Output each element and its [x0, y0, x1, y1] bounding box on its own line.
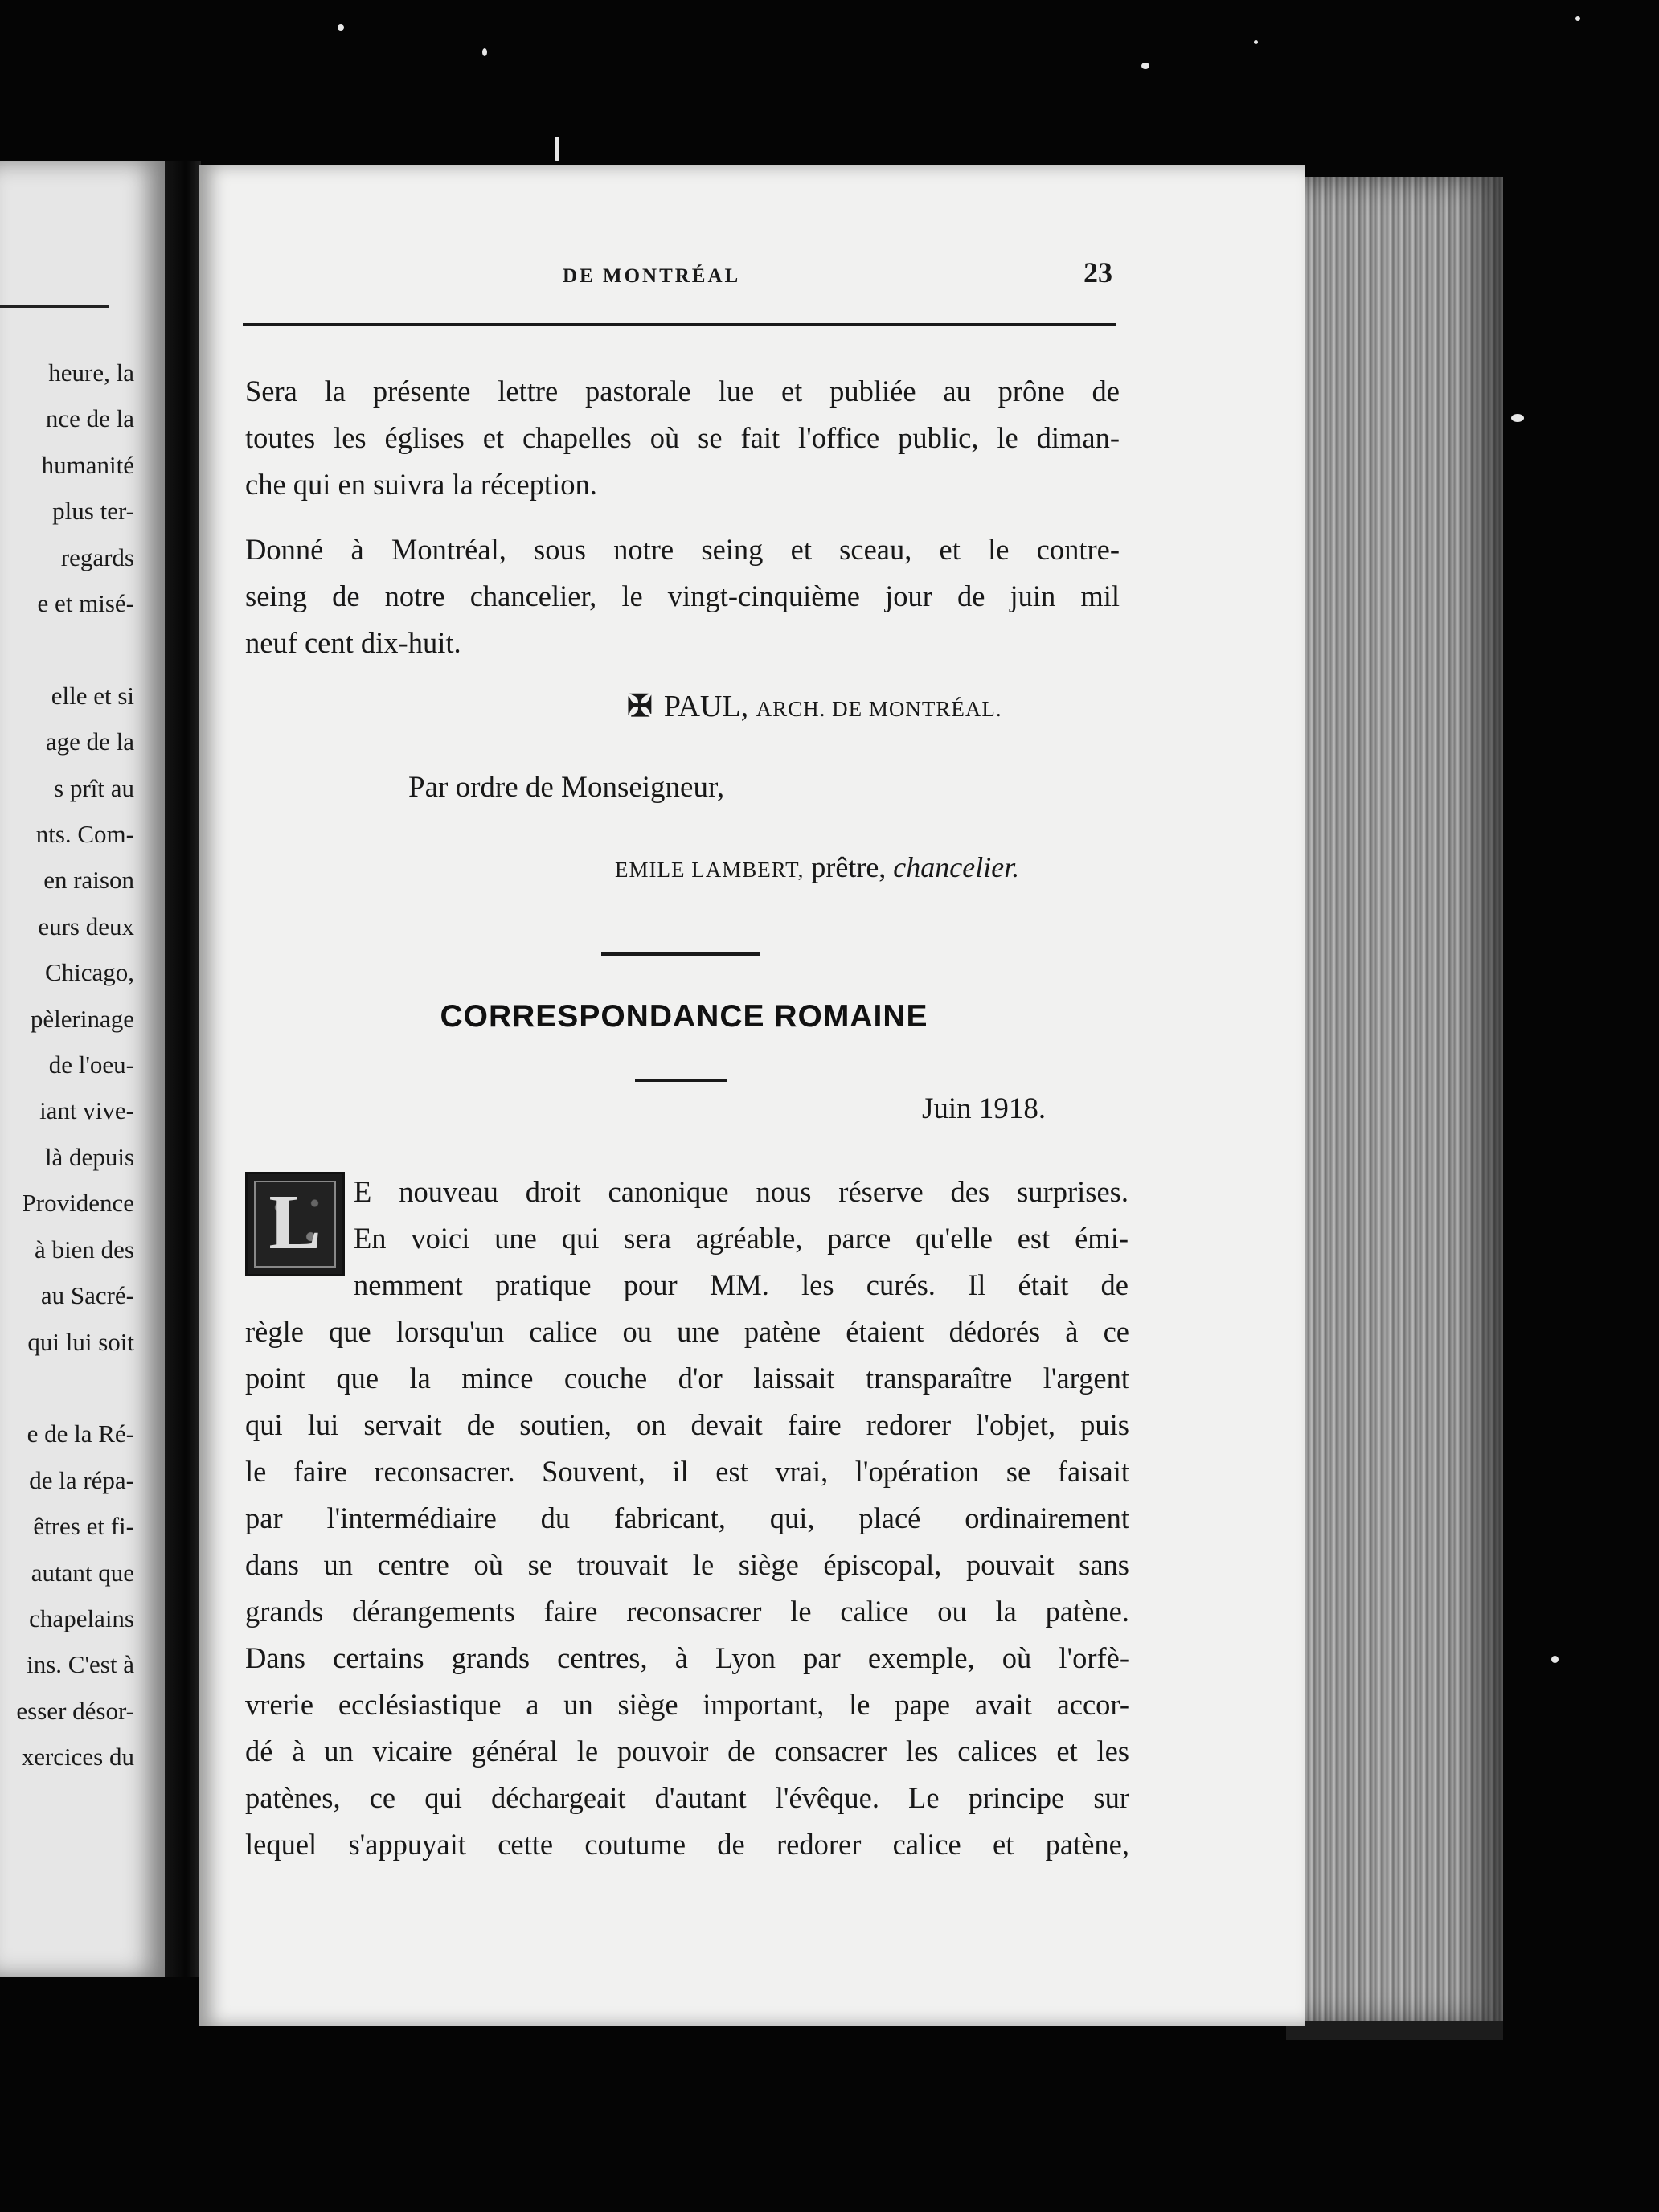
left-page-line: pèlerinage: [30, 1004, 134, 1033]
left-page-line: nts. Com-: [35, 820, 134, 849]
text-line: grands dérangements faire reconsacrer le calice ou la patène.: [245, 1595, 1129, 1628]
text-line: toutes les églises et chapelles où se fait l'office public, le diman-: [245, 421, 1120, 454]
text-line: neuf cent dix-huit.: [245, 626, 461, 659]
left-page-line: regards: [60, 543, 134, 571]
text-line: qui lui servait de soutien, on devait faire redorer l'objet, puis: [245, 1408, 1129, 1441]
film-speck: [1141, 63, 1149, 69]
left-page-line: êtres et fi-: [33, 1512, 134, 1541]
left-page-line: eurs deux: [38, 911, 134, 940]
left-page-line: humanité: [41, 450, 134, 479]
pastoral-paragraph: [245, 368, 1120, 508]
chancellor-signature: [615, 850, 1019, 884]
text-line: Sera la présente lettre pastorale lue et publiée au prône de: [245, 375, 1120, 408]
film-speck: [482, 48, 487, 56]
header-rule: [243, 323, 1116, 326]
left-page-line: age de la: [45, 727, 134, 756]
left-page-line: au Sacré-: [40, 1281, 134, 1310]
text-line: E nouveau droit canonique nous réserve des surprises.: [354, 1175, 1129, 1208]
chancellor-role: prêtre,: [811, 851, 887, 883]
left-page-line: e de la Ré-: [27, 1419, 134, 1448]
left-page-line: iant vive-: [39, 1096, 134, 1125]
text-line: seing de notre chancelier, le vingt-cinquième jour de juin mil: [245, 580, 1120, 612]
section-title-text: CORRESPONDANCE ROMAINE: [440, 999, 928, 1034]
section-title: [0, 999, 1659, 1034]
left-page-line: à bien des: [35, 1235, 134, 1264]
left-page-line: [16, 1365, 134, 1411]
by-order-line: Par ordre de Monseigneur,: [408, 771, 725, 804]
left-page-line: là depuis: [44, 1142, 134, 1171]
left-page-line: s prît au: [54, 773, 134, 802]
left-page-line: plus ter-: [52, 497, 134, 526]
left-page-line: ins. C'est à: [27, 1650, 134, 1679]
left-page-rule: [0, 305, 109, 308]
left-page-line: nce de la: [45, 404, 134, 433]
section-separator: [601, 952, 760, 956]
text-line: En voici une qui sera agréable, parce qu'elle est émi-: [354, 1222, 1129, 1255]
left-facing-page: [0, 161, 165, 1977]
text-line: Dans certains grands centres, à Lyon par exemple, où l'orfè-: [245, 1641, 1129, 1674]
left-page-line: heure, la: [48, 358, 134, 387]
drop-cap-letter: L: [268, 1179, 322, 1266]
left-page-line: e et misé-: [37, 589, 134, 618]
left-page-line: esser désor-: [16, 1696, 134, 1725]
left-page-line: Chicago,: [44, 958, 134, 987]
book-gutter: [165, 161, 201, 1977]
left-page-line: [16, 626, 134, 672]
text-line: vrerie ecclésiastique a un siège important, le pape avait accor-: [245, 1688, 1129, 1721]
signature-title: ARCH. DE MONTRÉAL.: [756, 697, 1002, 721]
left-page-line: autant que: [31, 1558, 134, 1587]
text-line: point que la mince couche d'or laissait transparaître l'argent: [245, 1362, 1129, 1395]
signature-name: PAUL,: [663, 690, 749, 723]
film-speck: [555, 137, 559, 161]
text-line: patènes, ce qui déchargeait d'autant l'évêque. Le principe sur: [245, 1781, 1129, 1814]
text-line: Donné à Montréal, sous notre seing et sceau, et le contre-: [245, 533, 1120, 566]
text-line: le faire reconsacrer. Souvent, il est vrai, l'opération se faisait: [245, 1455, 1129, 1488]
article-intro: [354, 1169, 1129, 1309]
left-page-line: chapelains: [29, 1604, 134, 1632]
film-speck: [1254, 40, 1258, 44]
film-speck: [1511, 414, 1524, 422]
archbishop-signature: [627, 688, 1002, 724]
left-page-line: elle et si: [51, 681, 134, 710]
running-head: DE MONTRÉAL: [563, 265, 741, 287]
article-body: [245, 1309, 1129, 1868]
film-speck: [1551, 1656, 1559, 1663]
title-separator: [635, 1079, 727, 1082]
cross-icon: ✠: [627, 690, 653, 723]
film-speck: [1575, 16, 1580, 21]
date-line: Juin 1918.: [922, 1092, 1047, 1125]
left-page-line: qui lui soit: [27, 1327, 134, 1356]
page-edges: [1286, 177, 1503, 2026]
left-page-line: xercices du: [21, 1743, 134, 1772]
text-line: nemment pratique pour MM. les curés. Il était de: [354, 1268, 1129, 1301]
given-at-paragraph: [245, 526, 1120, 666]
left-page-line: Providence: [22, 1189, 134, 1218]
left-page-line: de la répa-: [29, 1465, 134, 1494]
film-speck: [338, 24, 344, 31]
text-line: dé à un vicaire général le pouvoir de consacrer les calices et les: [245, 1735, 1129, 1768]
left-page-text: [16, 350, 134, 1780]
text-line: par l'intermédiaire du fabricant, qui, placé ordinairement: [245, 1501, 1129, 1534]
ornamental-drop-cap: [245, 1172, 345, 1276]
text-line: che qui en suivra la réception.: [245, 468, 597, 501]
page-number: 23: [1083, 256, 1112, 289]
text-line: règle que lorsqu'un calice ou une patène étaient dédorés à ce: [245, 1315, 1129, 1348]
left-page-line: de l'oeu-: [48, 1051, 134, 1079]
chancellor-name: EMILE LAMBERT,: [615, 858, 805, 882]
left-page-line: en raison: [43, 866, 134, 895]
chancellor-title: chancelier.: [893, 851, 1020, 883]
text-line: lequel s'appuyait cette coutume de redorer calice et patène,: [245, 1828, 1129, 1861]
text-line: dans un centre où se trouvait le siège épiscopal, pouvait sans: [245, 1548, 1129, 1581]
